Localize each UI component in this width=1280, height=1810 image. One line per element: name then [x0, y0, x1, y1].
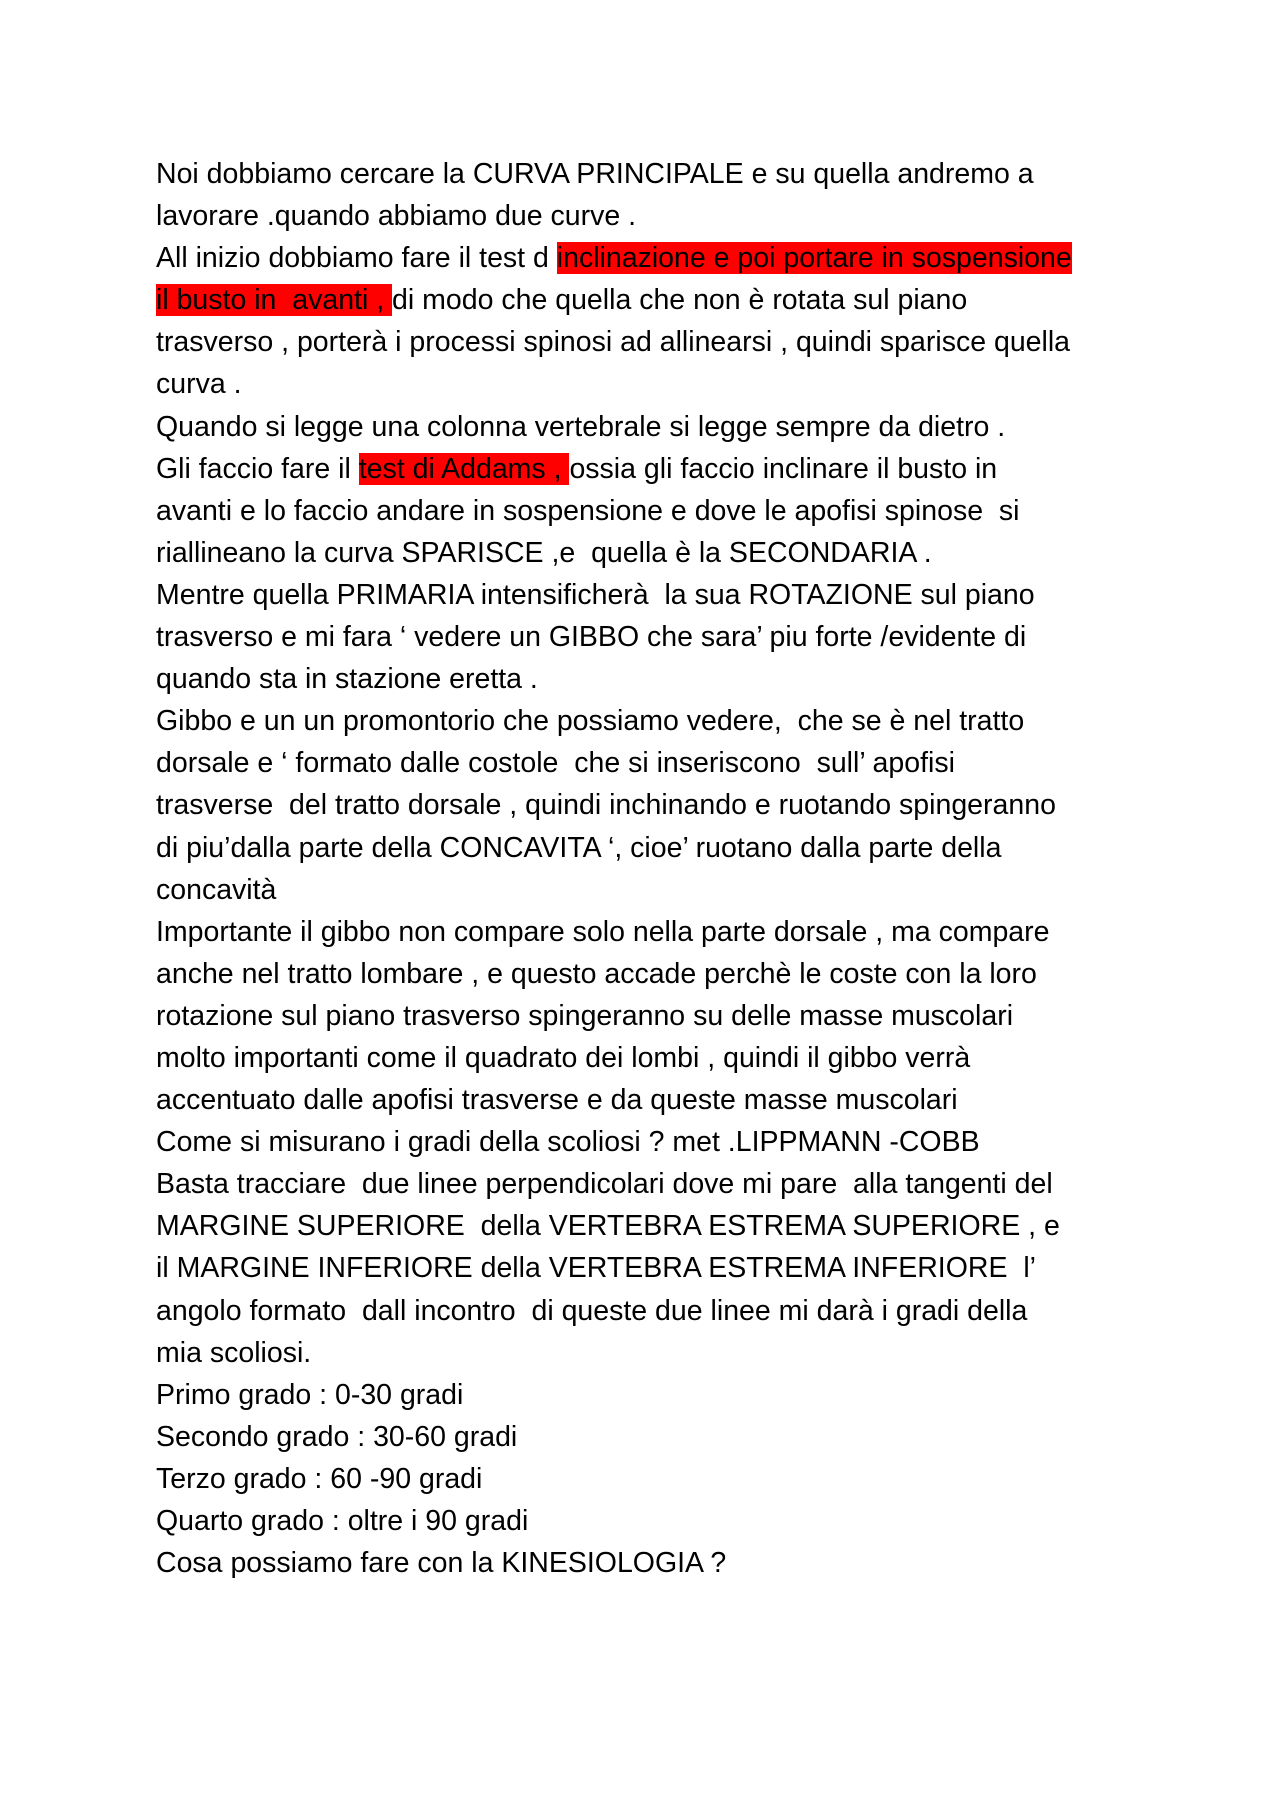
text-line: [156, 1079, 1156, 1121]
text-segment: dorsale e ‘ formato dalle costole che si inseriscono sull’ apofisi: [156, 747, 955, 780]
text-segment: di piu’dalla parte della CONCAVITA ‘, cioe’ ruotano dalla parte della: [156, 831, 1002, 864]
text-line: [156, 1332, 1156, 1374]
text-line: [156, 995, 1156, 1037]
text-segment: il MARGINE INFERIORE della VERTEBRA ESTREMA INFERIORE l’: [156, 1252, 1036, 1285]
text-segment: mia scoliosi.: [156, 1336, 312, 1369]
text-line: [156, 1500, 1156, 1542]
text-segment: trasverso , porterà i processi spinosi ad allinearsi , quindi sparisce quella: [156, 326, 1071, 359]
text-line: [156, 153, 1156, 195]
text-line: [156, 1290, 1156, 1332]
text-line: [156, 616, 1156, 658]
text-segment: Terzo grado : 60 -90 gradi: [156, 1462, 483, 1495]
text-segment: Gibbo e un un promontorio che possiamo vedere, che se è nel tratto: [156, 705, 1025, 738]
text-segment: Secondo grado : 30-60 gradi: [156, 1420, 518, 1453]
text-line: [156, 700, 1156, 742]
text-segment: Basta tracciare due linee perpendicolari dove mi pare alla tangenti del: [156, 1168, 1053, 1201]
text-line: [156, 1247, 1156, 1289]
text-segment: Quarto grado : oltre i 90 gradi: [156, 1505, 529, 1537]
text-segment: accentuato dalle apofisi trasverse e da queste masse muscolari: [156, 1084, 958, 1117]
text-line: [156, 953, 1156, 995]
text-line: [156, 237, 1156, 279]
text-line: [156, 869, 1156, 911]
text-line: [156, 1374, 1156, 1416]
text-segment: Come si misurano i gradi della scoliosi ? met .LIPPMANN -COBB: [156, 1126, 980, 1159]
text-segment: Cosa possiamo fare con la KINESIOLOGIA ?: [156, 1547, 727, 1580]
text-line: [156, 911, 1156, 953]
text-segment: Importante il gibbo non compare solo nella parte dorsale , ma compare: [156, 915, 1050, 948]
text-line: [156, 1163, 1156, 1205]
text-line: [156, 574, 1156, 616]
text-line: [156, 1416, 1156, 1458]
text-segment: anche nel tratto lombare , e questo accade perchè le coste con la loro: [156, 957, 1037, 990]
text-segment: Quando si legge una colonna vertebrale si legge sempre da dietro .: [156, 410, 1006, 443]
text-line: [156, 321, 1156, 363]
text-segment: All inizio dobbiamo fare il test d: [156, 242, 557, 275]
document-body: [156, 153, 1156, 1584]
text-line: [156, 827, 1156, 869]
text-line: [156, 406, 1156, 448]
text-line: [156, 1542, 1156, 1584]
text-line: [156, 1205, 1156, 1247]
text-segment: Gli faccio fare il: [156, 452, 359, 485]
text-line: [156, 742, 1156, 784]
text-line: [156, 448, 1156, 490]
text-line: [156, 1121, 1156, 1163]
highlighted-text: test di Addams ,: [358, 452, 570, 485]
text-line: [156, 784, 1156, 826]
text-segment: trasverso e mi fara ‘ vedere un GIBBO che sara’ piu forte /evidente di: [156, 621, 1027, 654]
text-segment: MARGINE SUPERIORE della VERTEBRA ESTREMA SUPERIORE , e: [156, 1210, 1060, 1243]
text-segment: angolo formato dall incontro di queste due linee mi darà i gradi della: [156, 1294, 1028, 1327]
text-line: [156, 1458, 1156, 1500]
text-segment: rotazione sul piano trasverso spingeranno su delle masse muscolari: [156, 999, 1014, 1032]
text-segment: Primo grado : 0-30 gradi: [156, 1378, 464, 1411]
highlighted-text: inclinazione e poi portare in sospensione: [556, 242, 1072, 275]
text-line: [156, 1037, 1156, 1079]
text-segment: ossia gli faccio inclinare il busto in: [569, 452, 998, 485]
text-line: [156, 658, 1156, 700]
text-line: [156, 532, 1156, 574]
text-segment: curva .: [156, 368, 242, 401]
text-segment: trasverse del tratto dorsale , quindi inchinando e ruotando spingeranno: [156, 789, 1056, 822]
text-segment: molto importanti come il quadrato dei lombi , quindi il gibbo verrà: [156, 1041, 971, 1074]
text-line: [156, 490, 1156, 532]
text-segment: Noi dobbiamo cercare la CURVA PRINCIPALE e su quella andremo a: [156, 158, 1034, 190]
text-segment: Mentre quella PRIMARIA intensificherà la sua ROTAZIONE sul piano: [156, 578, 1035, 611]
text-segment: lavorare .quando abbiamo due curve .: [156, 200, 637, 233]
text-segment: concavità: [156, 873, 277, 906]
text-line: [156, 279, 1156, 321]
text-line: [156, 363, 1156, 405]
text-line: [156, 195, 1156, 237]
highlighted-text: il busto in avanti ,: [156, 284, 393, 317]
text-segment: quando sta in stazione eretta .: [156, 663, 538, 696]
text-segment: di modo che quella che non è rotata sul piano: [392, 284, 968, 317]
text-segment: avanti e lo faccio andare in sospensione e dove le apofisi spinose si: [156, 494, 1020, 527]
text-segment: riallineano la curva SPARISCE ,e quella è la SECONDARIA .: [156, 536, 932, 569]
